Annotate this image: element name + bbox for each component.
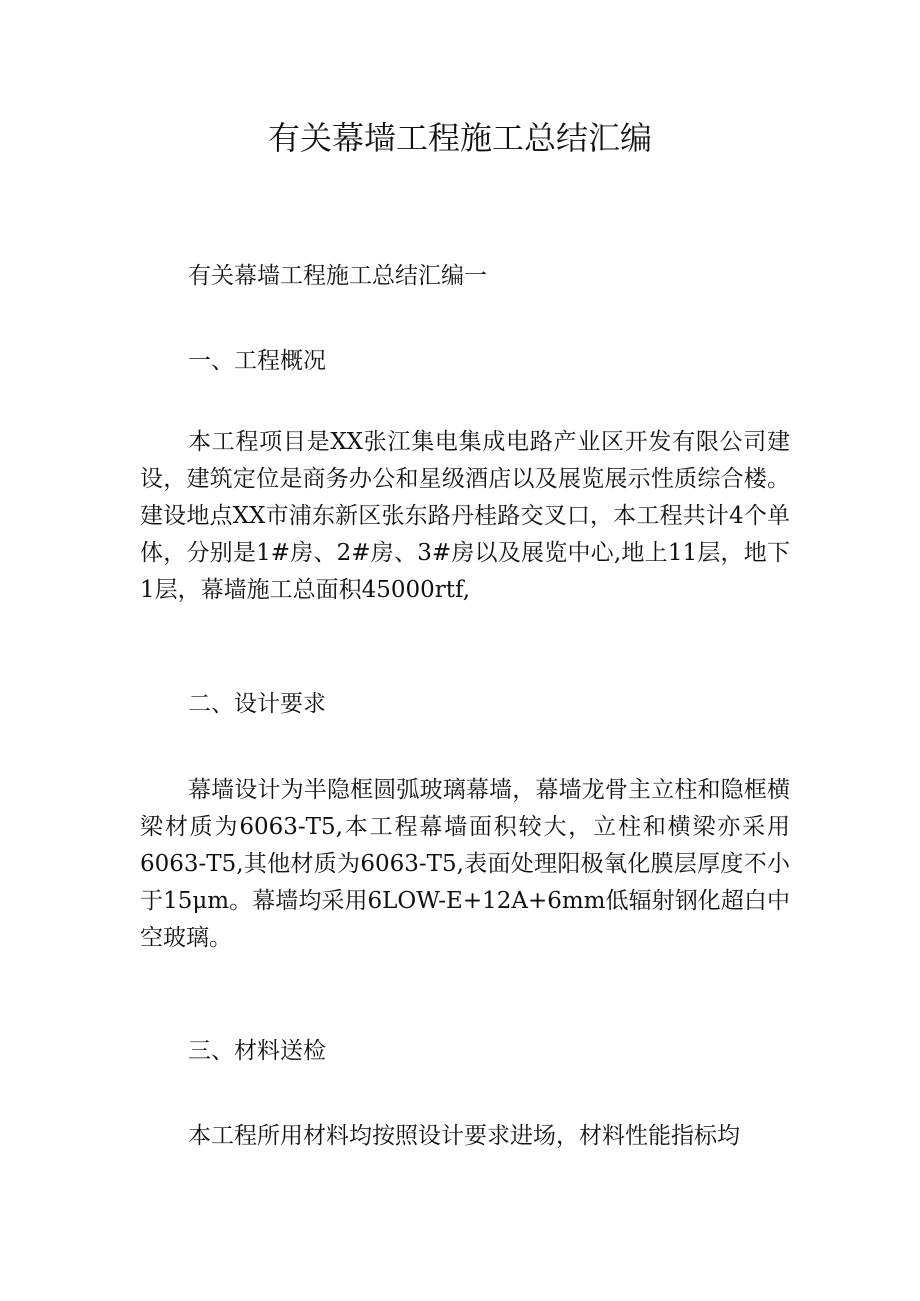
document-title: 有关幕墙工程施工总结汇编 xyxy=(267,119,652,157)
section-body-design: 幕墙设计为半隐框圆弧玻璃幕墙，幕墙龙骨主立柱和隐框横梁材质为6063-T5,本工程幕墙面积较大，立柱和横梁亦采用6063-T5,其他材质为6063-T5,表面处理阳极氧化膜层厚度不小于15μm。幕墙均采用6LOW-E+12A+6mm低辐射钢化超白中空玻璃。 xyxy=(140,777,790,951)
section-body-materials: 本工程所用材料均按照设计要求进场，材料性能指标均 xyxy=(188,1123,740,1149)
section-heading-overview: 一、工程概况 xyxy=(188,348,326,374)
section-body-overview: 本工程项目是XX张江集电集成电路产业区开发有限公司建设，建筑定位是商务办公和星级酒店以及展览展示性质综合楼。建设地点XX市浦东新区张东路丹桂路交叉口，本工程共计4个单体，分别是1#房、2#房、3#房以及展览中心,地上11层，地下1层，幕墙施工总面积45000rtf, xyxy=(140,429,790,603)
section-heading-design: 二、设计要求 xyxy=(188,691,326,717)
section-heading-materials: 三、材料送检 xyxy=(188,1038,326,1064)
document-subtitle: 有关幕墙工程施工总结汇编一 xyxy=(188,263,487,289)
